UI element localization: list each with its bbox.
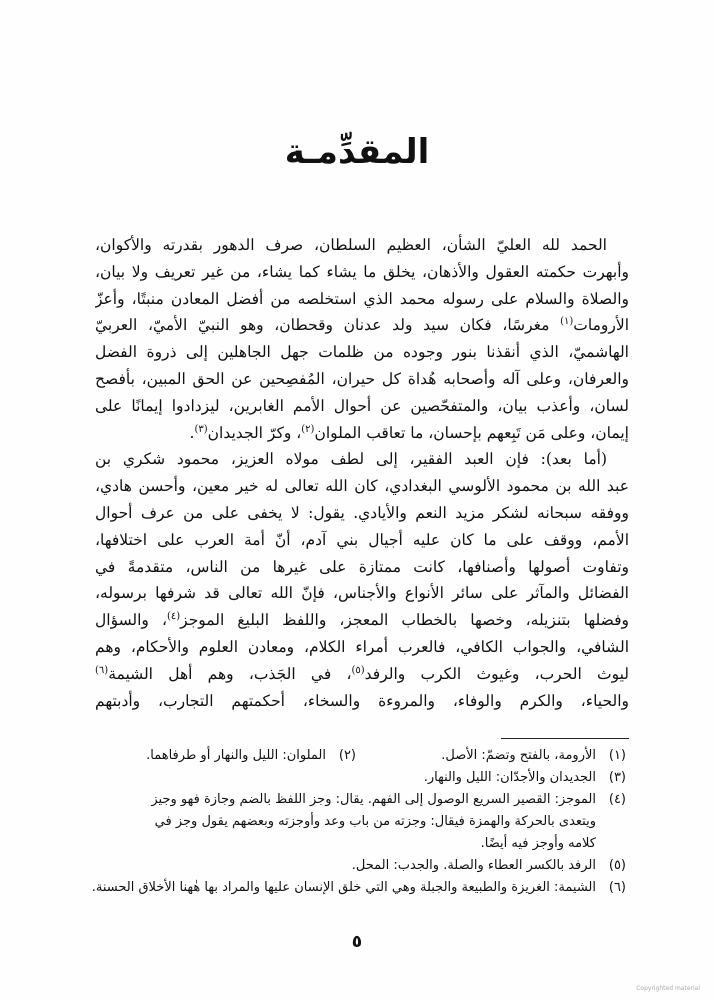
footnote-number: (١) <box>608 748 626 763</box>
footnote-marker: (٣) <box>194 423 208 435</box>
footnote-marker: (٦) <box>95 664 109 676</box>
footnote-number: (٢) <box>338 748 356 763</box>
footnote-text: الموجز: القصير السريع الوصول إلى الفهم. يقال: وجز اللفظ بالضم وجازة فهو وجيز <box>151 792 596 807</box>
line-text: وأبهرت حكمته العقول والأذهان، يخلق ما يشاء كما يشاء، من غير تعريف ولا بيان، <box>95 262 629 281</box>
line-text: لسان، وأعذب بيان، والمتفحّصين عن أحوال الأمم الغابرين، ليزدادوا إيمانًا على <box>95 396 629 415</box>
copyright-watermark: Copyrighted material <box>636 985 700 992</box>
body-line <box>95 232 629 259</box>
line-text: ووفقه سبحانه لشكر مزيد النعم والأيادي. يقول: لا يخفى على من عرف أحوال <box>95 503 629 522</box>
body-line <box>95 446 629 473</box>
line-text: وتفاوت أصولها وأصنافها، كانت ممتازة على غيرها من الناس، متقدمةً في <box>95 557 629 576</box>
body-line <box>95 259 629 286</box>
line-text: عبد الله بن محمود الألوسي البغدادي، كان الله تعالى له خير معين، وأحسن هادي، <box>95 477 629 496</box>
body-line <box>95 580 629 607</box>
footnote-marker: (٤) <box>166 611 181 622</box>
line-text: وفضلها بتنزيله، وخصها بالخطاب المعجز، واللفظ البليغ الموجز <box>180 611 629 630</box>
footnote-marker: (١) <box>560 316 574 328</box>
line-text: ، وكرّ الجديدان <box>207 423 302 442</box>
line-text: . <box>189 423 195 442</box>
line-text: والعرفان، وعلى آله وأصحابه هُداة كل حيران، المُفصِحين عن الحق المبين، بأفصح <box>95 369 629 388</box>
body-line <box>95 312 629 339</box>
footnote-3 <box>86 767 626 789</box>
body-line <box>95 366 629 393</box>
footnote-4-continued: ويتعدى بالحركة والهمزة فيقال: وجزته من باب وعد وأوجزته وبعضهم يقول وجز في <box>154 814 596 829</box>
footnote-separator <box>501 738 629 739</box>
chapter-title: المقدِّمـة <box>284 132 430 172</box>
body-line <box>95 634 629 661</box>
body-line <box>95 554 629 581</box>
footnote-4-continued: كلامه وأوجز فيه أيضًا. <box>480 836 596 851</box>
footnote-number: (٣) <box>608 770 626 785</box>
body-line <box>95 500 629 527</box>
page-number: ٥ <box>351 932 363 952</box>
footnote-text: الشيمة: الغريزة والطبيعة والجبلة وهي التي خلق الإنسان عليها والمراد بها هٰهنا الأخلاق الحسنة. <box>91 880 596 895</box>
body-line <box>95 688 629 715</box>
line-text: مغرسًا، فكان سيد ولد عدنان وقحطان، وهو النبيّ الأميّ، العربيّ <box>95 316 561 335</box>
footnote-marker: (٥) <box>351 664 365 676</box>
line-text: الهاشميّ، الذي أنقذنا بنور وجوده من ظلمات جهل الجاهلين إلى ذروة الفضل <box>95 343 629 362</box>
footnote-marker: (٢) <box>301 423 315 435</box>
footnote-6 <box>86 877 626 899</box>
footnotes <box>86 745 626 899</box>
footnote-text: الملوان: الليل والنهار أو طرفاهما. <box>146 748 326 763</box>
body-line <box>95 420 629 447</box>
footnote-number: (٥) <box>608 858 626 873</box>
line-text: ليوث الحرب، وغيوث الكرب والرفد <box>364 664 629 683</box>
line-text: والصلاة والسلام على رسوله محمد الذي استخلصه من أفضل المعادن منبتًا، وأعزّ <box>95 289 629 308</box>
line-text: (أما بعد): فإن العبد الفقير، إلى لطف مولاه العزيز، محمود شكري بن <box>95 450 607 469</box>
footnote-number: (٦) <box>608 880 626 895</box>
body-line <box>95 607 629 634</box>
line-text: الشافي، والجواب الكافي، فالعرب أمراء الكلام، ومعادن العلوم والأحكام، وهم <box>95 637 629 656</box>
body-line <box>95 339 629 366</box>
footnote-text: الأرومة، بالفتح وتضمّ: الأصل. <box>441 748 596 763</box>
body-text <box>95 232 629 714</box>
body-line <box>95 661 629 688</box>
body-line <box>95 286 629 313</box>
body-line <box>95 527 629 554</box>
footnote-5 <box>86 855 626 877</box>
line-text: إيمان، وعلى مَن تَبِعهم بإحسان، ما تعاقب الملوان <box>314 423 629 442</box>
body-line <box>95 473 629 500</box>
line-text: والحياء، والكرم والوفاء، والمروءة والسخاء، أحكمتهم التجارب، وأدبتهم <box>95 691 629 710</box>
footnote-2 <box>86 745 356 767</box>
line-text: ، والسؤال <box>95 611 167 630</box>
footnote-text: الجديدان والأجدّان: الليل والنهار. <box>423 770 596 785</box>
body-line <box>95 393 629 420</box>
line-text: الحمد لله العليّ الشأن، العظيم السلطان، صرف الدهور بقدرته والأكوان، <box>95 236 607 254</box>
footnote-row-1-2 <box>86 745 626 767</box>
line-text: الأمم، ووقف على ما كان عليه أجيال بني آدم، أنّ أمة العرب على اختلافها، <box>95 530 629 549</box>
footnote-number: (٤) <box>608 792 626 807</box>
line-text: الأرومات <box>573 316 629 335</box>
line-text: الفضائل والمآثر على سائر الأنواع والأجناس، فإنّ الله تعالى قد شرفها برسوله، <box>95 584 629 603</box>
footnote-text: الرفد بالكسر العطاء والصلة. والجدب: المحل. <box>351 858 596 873</box>
footnote-1 <box>356 745 626 767</box>
line-text: ، في الجَذب، وهم أهل الشيمة <box>108 664 352 683</box>
footnote-4 <box>86 789 626 811</box>
